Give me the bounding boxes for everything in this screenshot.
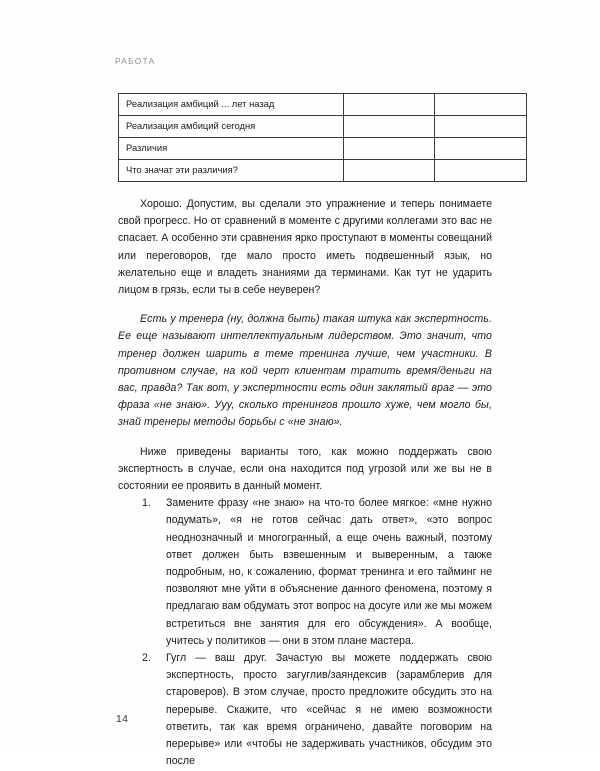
worksheet-row-label: Реализация амбиций сегодня [119,116,344,138]
numbered-tips-list [118,495,492,770]
paragraph-list-lead-in: Ниже приведены варианты того, как можно поддержать свою экспертность в случае, если она находится под угрозой или же вы не в состоянии ее проявить в данный момент. [118,445,492,493]
worksheet-body [119,94,527,182]
list-item: Гугл — ваш друг. Зачастую вы можете поддержать свою экспертность, просто загуглив/заяндексив (зарамблерив для староверов). В этом случае, просто предложите обсудить это на перерыве. Скажите, что «сейчас я не имею возможности ответить, так как время ограничено, давайте поговорим на перерыве» или «чтобы не задерживать участников, обсудим это после [166,652,492,768]
list-item: Замените фразу «не знаю» на что-то более мягкое: «мне нужно подумать», «я не готов сейчас дать ответ», «это вопрос неоднозначный и многогранный, а еще очень важный, поэтому ответ должен быть взвешенным и выверенным, а также подробным, но, к сожалению, формат тренинга и его тайминг не позволяют мне уйти в объяснение данного феномена, поэтому я предлагаю вам обдумать этот вопрос на досуге или же мы можем встретиться вне занятия для его обсуждения». А вообще, учитесь у политиков — они в этом плане мастера. [166,497,492,647]
body-text-column [118,196,492,771]
table-row [119,94,527,116]
running-head: РАБОТА [115,56,156,66]
paragraph-expertise-italic: Есть у тренера (ну, должна быть) такая штука как экспертность. Ее еще называют интеллектуальным лидерством. Это значит, что тренер должен шарить в теме тренинга лучше, чем участники. В противном случае, на кой черт клиентам тратить время/деньги на вас, правда? Так вот, у экспертности есть один заклятый враг — это фраза «не знаю». Ууу, сколько тренингов прошло хуже, чем могло бы, знай тренеры методы борьбы с «не знаю». [118,313,492,429]
paragraph-intro: Хорошо. Допустим, вы сделали это упражнение и теперь понимаете свой прогресс. Но от сравнений в моменте с другими коллегами это вас не спасает. А особенно эти сравнения ярко проступают в моменты совещаний или переговоров, где мало просто иметь подвешенный язык, но желательно еще и владеть знаниями да терминами. Как тут не ударить лицом в грязь, если ты в себе неуверен? [118,198,492,297]
worksheet-row-label: Что значат эти различия? [119,160,344,182]
worksheet-blank-cell[interactable] [435,160,527,182]
page-number: 14 [116,714,129,725]
table-row [119,160,527,182]
table-row [119,116,527,138]
worksheet-blank-cell[interactable] [344,116,435,138]
worksheet-blank-cell[interactable] [435,116,527,138]
worksheet-blank-cell[interactable] [435,94,527,116]
worksheet-row-label: Различия [119,138,344,160]
worksheet-blank-cell[interactable] [344,94,435,116]
worksheet-blank-cell[interactable] [435,138,527,160]
worksheet-row-label: Реализация амбиций ... лет назад [119,94,344,116]
worksheet-blank-cell[interactable] [344,160,435,182]
table-row [119,138,527,160]
worksheet-table [118,93,527,182]
worksheet-blank-cell[interactable] [344,138,435,160]
